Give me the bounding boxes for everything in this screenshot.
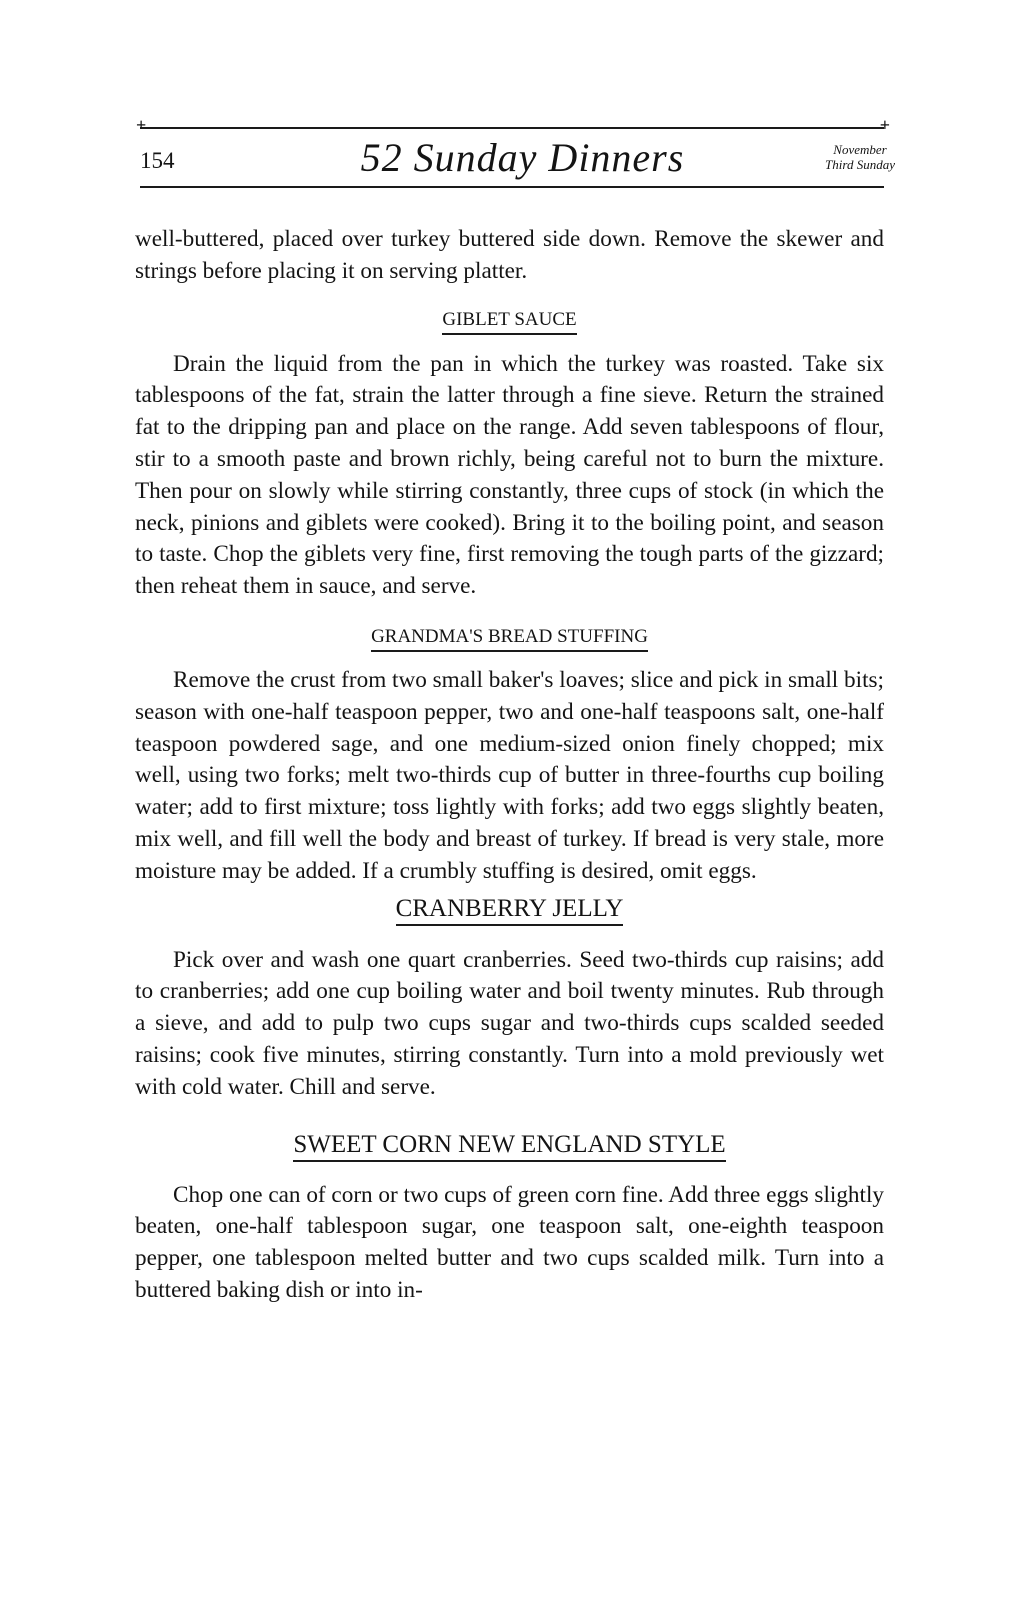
bread-stuffing-heading (135, 625, 884, 652)
giblet-sauce-paragraph: Drain the liquid from the pan in which the turkey was roasted. Take six tablespoons of the fat, strain the latter through a fine sieve. Return the strained fat to the dripping pan and place on the range. Add seven tablespoons of flour, stir to a smooth paste and brown richly, being careful not to burn the mixture. Then pour on slowly while stirring constantly, three cups of stock (in which the neck, pinions and giblets were cooked). Bring it to the boiling point, and season to taste. Chop the giblets very fine, first removing the tough parts of the gizzard; then reheat them in sauce, and serve. (135, 350, 884, 600)
giblet-sauce-heading (135, 308, 884, 335)
cranberry-jelly-heading (135, 894, 884, 926)
header-top-rule (140, 127, 884, 129)
cranberry-jelly-heading-text: CRANBERRY JELLY (396, 894, 624, 926)
header-bottom-rule (140, 186, 884, 188)
header-date-label (825, 142, 895, 172)
page-body (135, 224, 884, 1307)
sweet-corn-paragraph: Chop one can of corn or two cups of green corn fine. Add three eggs slightly beaten, one-half tablespoon sugar, one teaspoon salt, one-eighth teaspoon pepper, one tablespoon melted butter and two cups scalded milk. Turn into a buttered baking dish or into in- (135, 1181, 884, 1303)
sweet-corn-heading (135, 1130, 884, 1162)
bread-stuffing-paragraph: Remove the crust from two small baker's loaves; slice and pick in small bits; season with one-half teaspoon pepper, two and one-half teaspoons salt, one-half teaspoon powdered sage, and one medium-sized onion finely chopped; mix well, using two forks; melt two-thirds cup of butter in three-fourths cup boiling water; add to first mixture; toss lightly with forks; add two eggs slightly beaten, mix well, and fill well the body and breast of turkey. If bread is very stale, more moisture may be added. If a crumbly stuffing is desired, omit eggs. (135, 666, 884, 884)
running-title-text: 52 Sunday Dinners (360, 135, 685, 180)
page-number: 154 (140, 148, 175, 173)
header-month: November (833, 142, 887, 157)
intro-paragraph: well-buttered, placed over turkey buttered side down. Remove the skewer and strings before placing it on serving platter. (135, 226, 884, 284)
bread-stuffing-heading-text: GRANDMA'S BREAD STUFFING (371, 625, 648, 652)
sweet-corn-heading-text: SWEET CORN NEW ENGLAND STYLE (293, 1130, 725, 1162)
giblet-sauce-heading-text: GIBLET SAUCE (442, 308, 576, 335)
header-week: Third Sunday (825, 157, 895, 172)
cranberry-jelly-paragraph: Pick over and wash one quart cranberries. Seed two-thirds cup raisins; add to cranberries; add one cup boiling water and boil twenty minutes. Rub through a sieve, and add to pulp two cups sugar and two-thirds cups scalded seeded raisins; cook five minutes, stirring constantly. Turn into a mold previously wet with cold water. Chill and serve. (135, 946, 884, 1100)
